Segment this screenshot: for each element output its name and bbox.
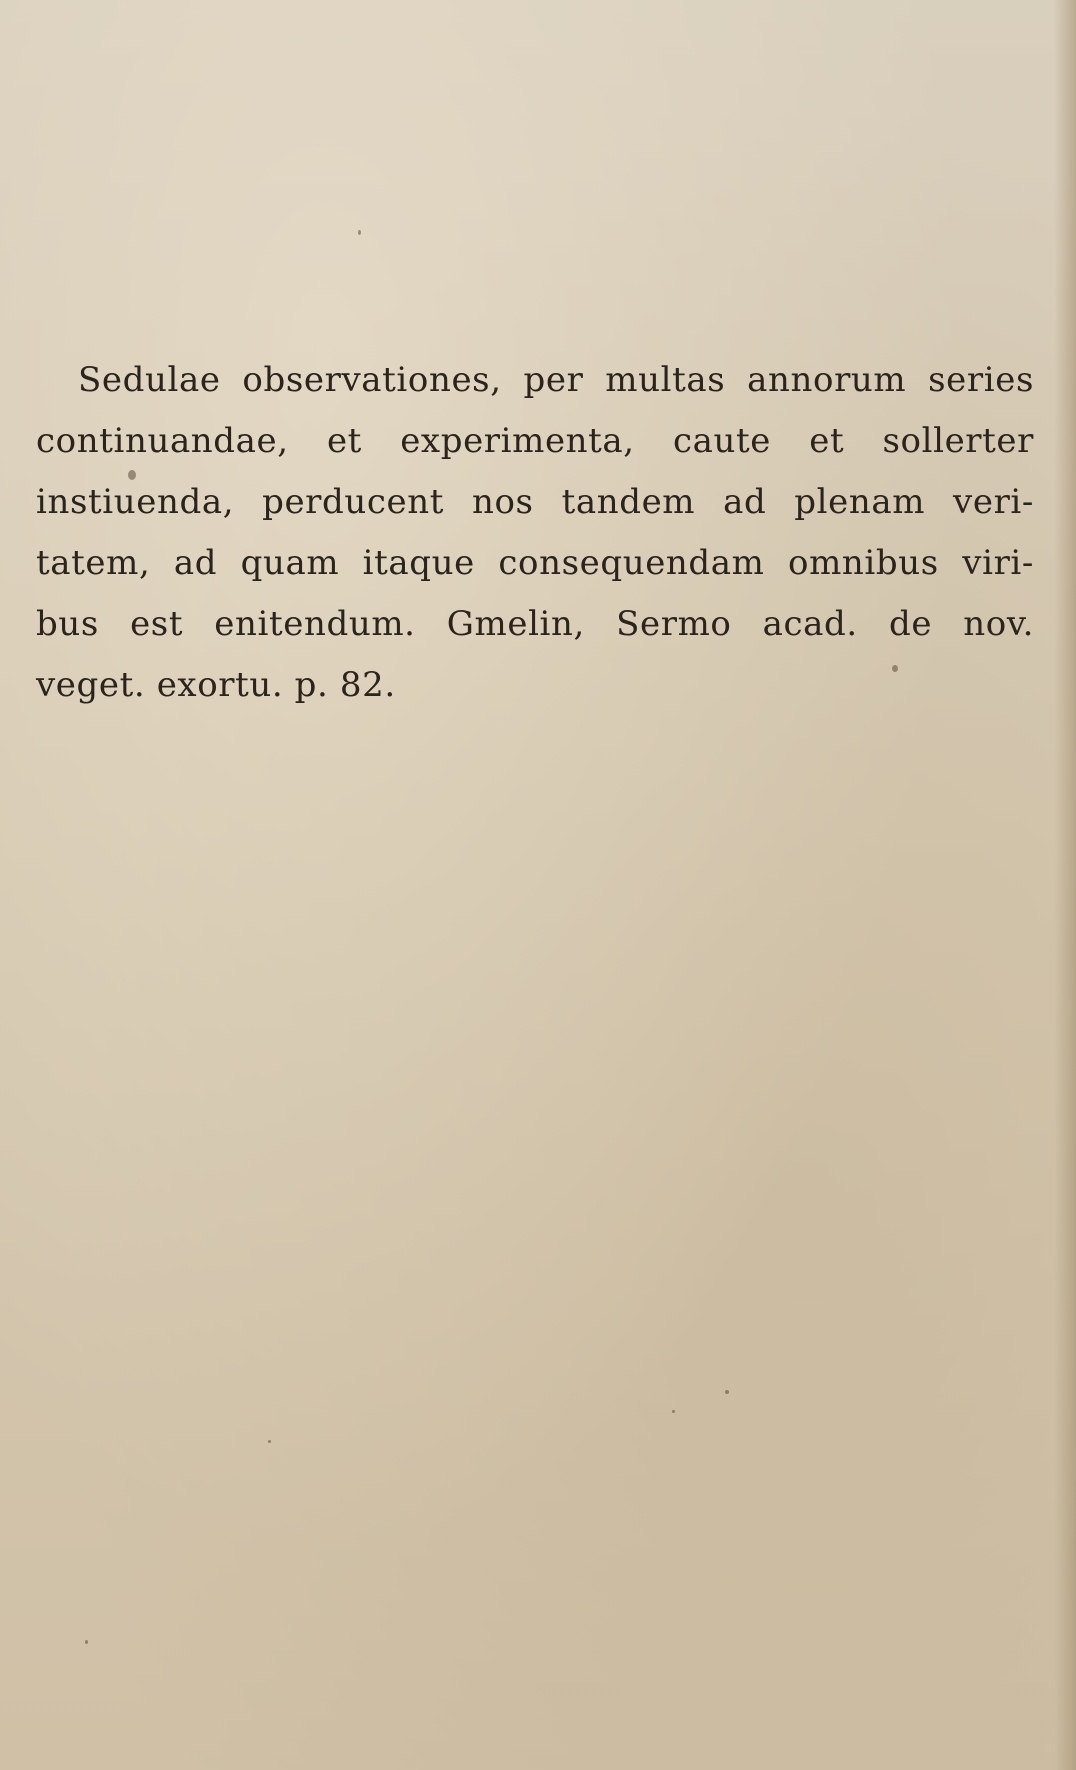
page-edge-shadow xyxy=(1054,0,1076,1770)
epigraph-line: Sedulae observationes, per multas annorum series xyxy=(78,360,1034,400)
paper-speck xyxy=(358,230,361,235)
epigraph-line: continuandae, et experimenta, caute et sollerter xyxy=(36,421,1034,461)
paper-speck xyxy=(85,1640,88,1644)
epigraph-line: bus est enitendum. Gmelin, Sermo acad. de nov. xyxy=(36,604,1034,644)
paper-speck xyxy=(672,1410,675,1413)
epigraph-line: tatem, ad quam itaque consequendam omnibus viri- xyxy=(36,543,1034,583)
epigraph-line: veget. exortu. p. 82. xyxy=(36,665,396,705)
paper-speck xyxy=(725,1390,729,1394)
epigraph-line: instiuenda, perducent nos tandem ad plenam veri- xyxy=(36,482,1034,522)
epigraph-quotation xyxy=(36,350,1034,716)
paper-speck xyxy=(268,1440,271,1443)
